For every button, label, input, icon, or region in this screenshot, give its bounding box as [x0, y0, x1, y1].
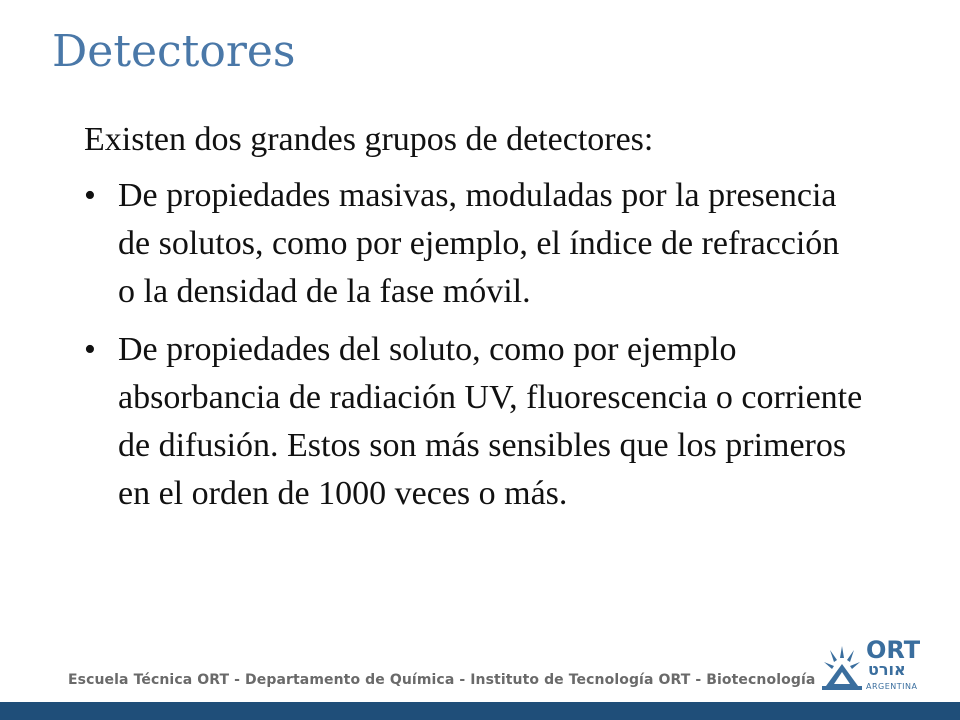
intro-text: Existen dos grandes grupos de detectores: [84, 121, 654, 158]
slide-body [84, 116, 864, 528]
bullet-text: De propiedades masivas, moduladas por la presencia de solutos, como por ejemplo, el índice de refracción o la densidad de la fase móvil. [118, 177, 840, 310]
logo-name: ORT [866, 636, 921, 664]
ort-logo [822, 636, 921, 696]
bullet-item [84, 172, 864, 316]
logo-hebrew: אורט [868, 660, 906, 679]
logo-subtitle: ARGENTINA [866, 682, 918, 691]
bullet-item [84, 326, 864, 518]
bullet-text: De propiedades del soluto, como por ejemplo absorbancia de radiación UV, fluorescencia o corriente de difusión. Estos son más sensibles que los primeros en el orden de 1000 veces o más. [118, 331, 863, 512]
bullet-marker: • [84, 331, 96, 368]
footer-bar [0, 702, 960, 720]
ort-sun-logo-icon [822, 642, 862, 690]
slide-title: Detectores [52, 26, 296, 77]
bullet-marker: • [84, 177, 96, 214]
footer-institution-text: Escuela Técnica ORT - Departamento de Química - Instituto de Tecnología ORT - Biotecnología [68, 672, 816, 688]
bullet-list [84, 172, 864, 518]
